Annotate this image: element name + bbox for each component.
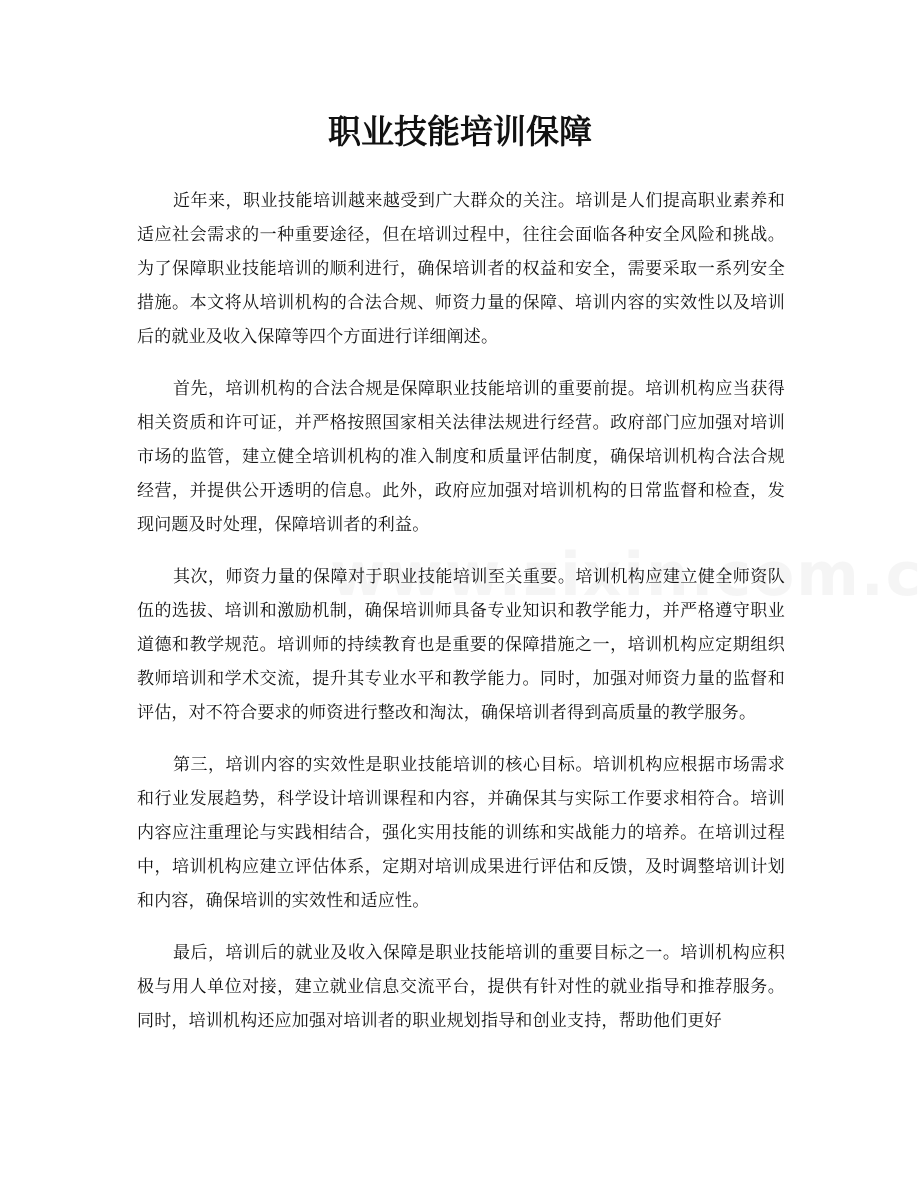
paragraph-compliance: 首先，培训机构的合法合规是保障职业技能培训的重要前提。培训机构应当获得相关资质和许可证，并严格按照国家相关法律法规进行经营。政府部门应加强对培训市场的监管，建立健全培训机构的准入制度和质量评估制度，确保培训机构合法合规经营，并提供公开透明的信息。此外，政府应加强对培训机构的日常监督和检查，发现问题及时处理，保障培训者的利益。 [137,379,785,535]
paragraph-teachers: 其次，师资力量的保障对于职业技能培训至关重要。培训机构应建立健全师资队伍的选拔、培训和激励机制，确保培训师具备专业知识和教学能力，并严格遵守职业道德和教学规范。培训师的持续教育也是重要的保障措施之一，培训机构应定期组织教师培训和学术交流，提升其专业水平和教学能力。同时，加强对师资力量的监督和评估，对不符合要求的师资进行整改和淘汰，确保培训者得到高质量的教学服务。 [137,567,785,723]
document-body [137,184,785,1056]
paragraph-intro: 近年来，职业技能培训越来越受到广大群众的关注。培训是人们提高职业素养和适应社会需求的一种重要途径，但在培训过程中，往往会面临各种安全风险和挑战。为了保障职业技能培训的顺利进行，确保培训者的权益和安全，需要采取一系列安全措施。本文将从培训机构的合法合规、师资力量的保障、培训内容的实效性以及培训后的就业及收入保障等四个方面进行详细阐述。 [137,191,785,347]
document-title: 职业技能培训保障 [328,112,592,151]
paragraph-content: 第三，培训内容的实效性是职业技能培训的核心目标。培训机构应根据市场需求和行业发展趋势，科学设计培训课程和内容，并确保其与实际工作要求相符合。培训内容应注重理论与实践相结合，强化实用技能的训练和实战能力的培养。在培训过程中，培训机构应建立评估体系，定期对培训成果进行评估和反馈，及时调整培训计划和内容，确保培训的实效性和适应性。 [137,755,785,911]
paragraph-employment: 最后，培训后的就业及收入保障是职业技能培训的重要目标之一。培训机构应积极与用人单位对接，建立就业信息交流平台，提供有针对性的就业指导和推荐服务。同时，培训机构还应加强对培训者的职业规划指导和创业支持，帮助他们更好 [137,943,785,1031]
